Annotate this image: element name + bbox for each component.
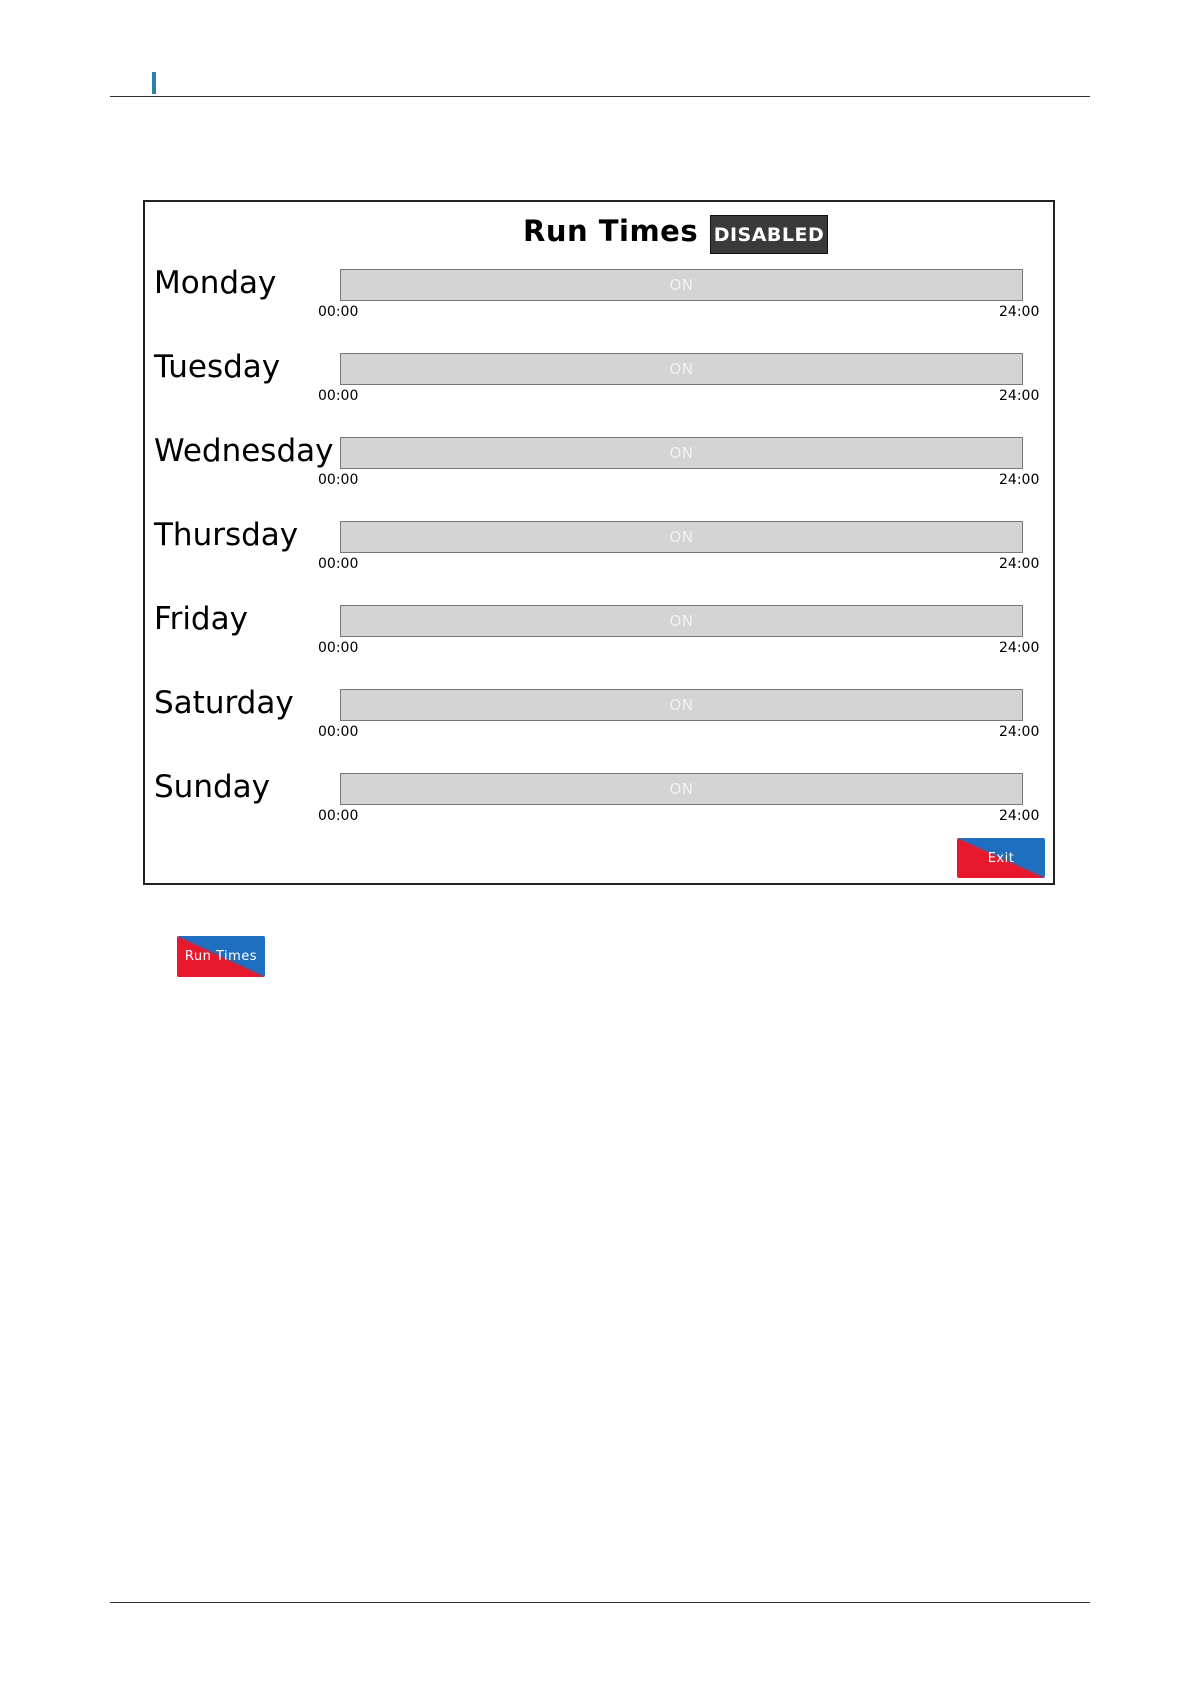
time-start: 00:00	[318, 556, 359, 572]
header-divider	[110, 96, 1090, 97]
day-label: Monday	[154, 265, 277, 301]
time-end: 24:00	[999, 808, 1040, 824]
screen-title: Run Times	[523, 214, 699, 248]
time-start: 00:00	[318, 472, 359, 488]
time-end: 24:00	[999, 556, 1040, 572]
day-row-thursday	[145, 517, 1053, 601]
time-end: 24:00	[999, 304, 1040, 320]
day-label: Thursday	[154, 517, 299, 553]
schedule-bar-wednesday[interactable]	[340, 437, 1023, 469]
time-end: 24:00	[999, 472, 1040, 488]
status-badge: DISABLED	[710, 215, 828, 254]
schedule-bar-thursday[interactable]	[340, 521, 1023, 553]
day-row-tuesday	[145, 349, 1053, 433]
day-row-friday	[145, 601, 1053, 685]
run-times-screen	[143, 200, 1055, 885]
time-end: 24:00	[999, 724, 1040, 740]
day-label: Tuesday	[154, 349, 281, 385]
footer-divider	[110, 1602, 1090, 1603]
schedule-bar-monday[interactable]	[340, 269, 1023, 301]
schedule-bar-sunday[interactable]	[340, 773, 1023, 805]
schedule-bar-saturday[interactable]	[340, 689, 1023, 721]
time-start: 00:00	[318, 304, 359, 320]
header-marker	[152, 72, 156, 94]
time-start: 00:00	[318, 724, 359, 740]
day-label: Saturday	[154, 685, 294, 721]
time-start: 00:00	[318, 640, 359, 656]
day-row-wednesday	[145, 433, 1053, 517]
schedule-bar-friday[interactable]	[340, 605, 1023, 637]
exit-button[interactable]: Exit	[957, 838, 1045, 878]
day-label: Friday	[154, 601, 248, 637]
bar-state-label: ON	[669, 360, 694, 378]
time-end: 24:00	[999, 640, 1040, 656]
bar-state-label: ON	[669, 276, 694, 294]
bar-state-label: ON	[669, 444, 694, 462]
bar-state-label: ON	[669, 696, 694, 714]
day-label: Wednesday	[154, 433, 334, 469]
day-row-monday	[145, 265, 1053, 349]
schedule-bar-tuesday[interactable]	[340, 353, 1023, 385]
time-start: 00:00	[318, 808, 359, 824]
time-end: 24:00	[999, 388, 1040, 404]
bar-state-label: ON	[669, 780, 694, 798]
bar-state-label: ON	[669, 528, 694, 546]
day-row-sunday	[145, 769, 1053, 853]
day-row-saturday	[145, 685, 1053, 769]
time-start: 00:00	[318, 388, 359, 404]
run-times-button[interactable]: Run Times	[177, 936, 265, 977]
day-label: Sunday	[154, 769, 270, 805]
bar-state-label: ON	[669, 612, 694, 630]
